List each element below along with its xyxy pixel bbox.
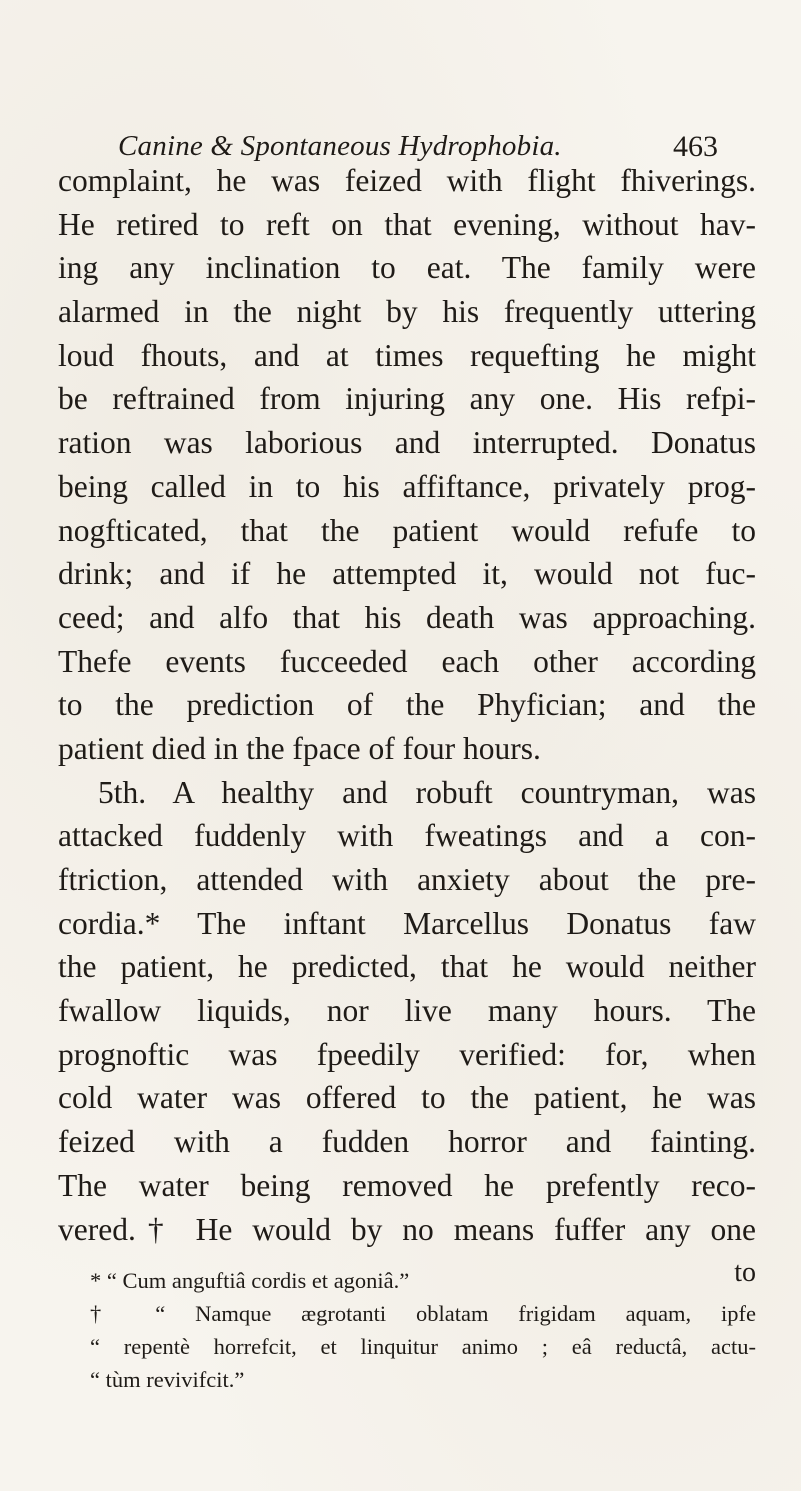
body-text xyxy=(58,159,756,1295)
footnote-line: “ repentè horrefcit, et linquitur animo ; eâ reductâ, actu- xyxy=(90,1334,756,1359)
text-line: drink; and if he attempted it, would not fuc- xyxy=(58,556,756,592)
text-line: 5th. A healthy and robuft countryman, was xyxy=(98,774,756,810)
text-line: He retired to reft on that evening, without hav- xyxy=(58,206,756,242)
footnote-line: “ tùm revivifcit.” xyxy=(90,1367,245,1392)
text-line: nogfticated, that the patient would refufe to xyxy=(58,512,756,548)
text-line: complaint, he was feized with flight fhiverings. xyxy=(58,163,756,198)
text-line: patient died in the fpace of four hours. xyxy=(58,730,541,766)
text-line: alarmed in the night by his frequently uttering xyxy=(58,294,756,330)
text-line: to the prediction of the Phyfician; and the xyxy=(58,687,756,723)
text-line: ing any inclination to eat. The family were xyxy=(58,250,756,286)
text-line: attacked fuddenly with fweatings and a con- xyxy=(58,818,756,854)
text-line: prognoftic was fpeedily verified: for, when xyxy=(58,1036,756,1072)
page-number: 463 xyxy=(673,130,718,163)
text-line: feized with a fudden horror and fainting. xyxy=(58,1124,756,1160)
text-line: cold water was offered to the patient, he was xyxy=(58,1080,756,1116)
text-line: vered.† He would by no means fuffer any one xyxy=(58,1211,756,1247)
text-line: ceed; and alfo that his death was approaching. xyxy=(58,599,756,635)
footnotes xyxy=(90,1264,756,1396)
text-line: Thefe events fucceeded each other according xyxy=(58,643,756,679)
catchword: to xyxy=(734,1257,756,1289)
footnote-line: * “ Cum anguftiâ cordis et agoniâ.” xyxy=(90,1268,410,1293)
text-line: ftriction, attended with anxiety about the pre- xyxy=(58,862,756,897)
text-line: cordia.* The inftant Marcellus Donatus faw xyxy=(58,905,756,941)
text-line: being called in to his affiftance, privately prog- xyxy=(58,468,756,504)
text-line: The water being removed he prefently reco- xyxy=(58,1167,756,1203)
text-line: loud fhouts, and at times requefting he might xyxy=(58,337,756,373)
text-line: be reftrained from injuring any one. His refpi- xyxy=(58,381,756,417)
footnote-line: † “ Namque ægrotanti oblatam frigidam aquam, ipfe xyxy=(90,1301,756,1326)
running-head: Canine & Spontaneous Hydrophobia. xyxy=(118,130,562,162)
text-line: the patient, he predicted, that he would neither xyxy=(58,949,756,985)
text-line: fwallow liquids, nor live many hours. The xyxy=(58,993,756,1029)
text-line: ration was laborious and interrupted. Donatus xyxy=(58,425,756,461)
